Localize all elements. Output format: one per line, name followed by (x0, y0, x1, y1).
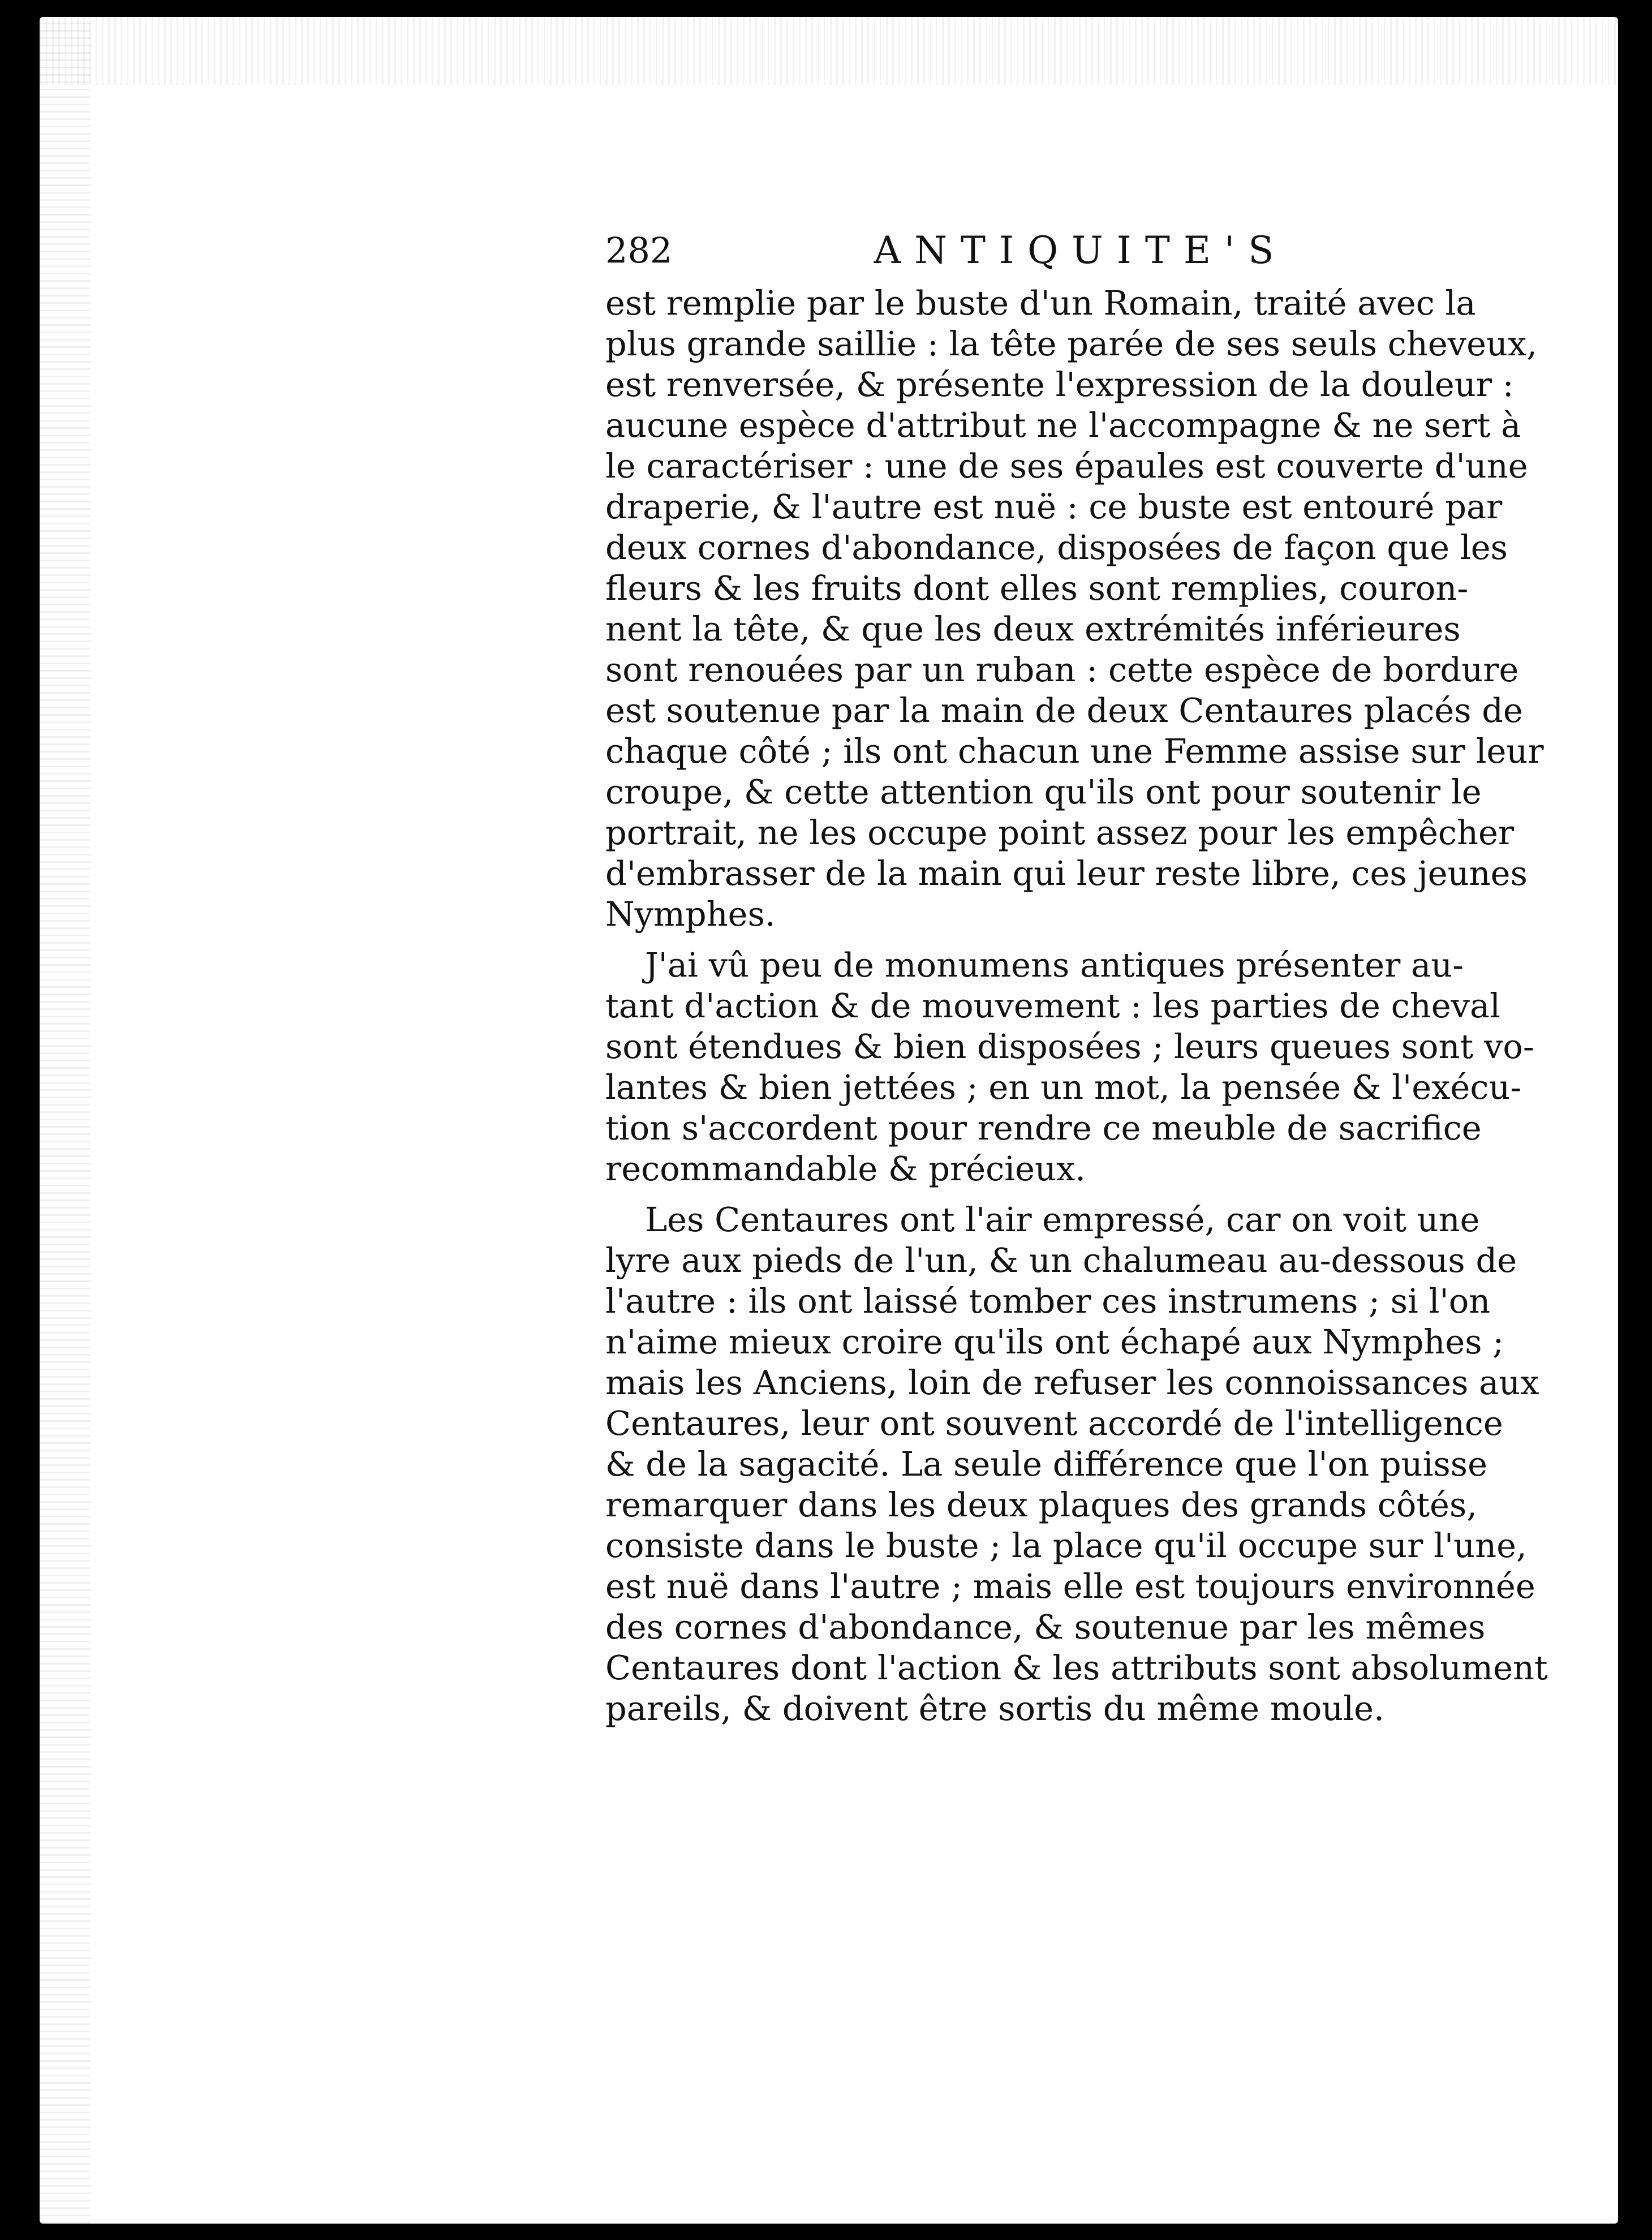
text-block (605, 218, 1548, 1729)
page-number: 282 (605, 230, 673, 271)
text-line: des cornes d'abondance, & soutenue par les mêmes (605, 1607, 1486, 1646)
scan-noise-left (40, 17, 91, 2224)
text-line: le caractériser : une de ses épaules est couverte d'une (605, 446, 1528, 485)
text-line: l'autre : ils ont laissé tomber ces instrumens ; si l'on (605, 1282, 1491, 1321)
paragraph-gap (605, 935, 1533, 945)
text-line: aucune espèce d'attribut ne l'accompagne & ne sert à (605, 406, 1521, 445)
text-line: tion s'accordent pour rendre ce meuble de sacrifice (605, 1108, 1482, 1147)
text-line: plus grande saillie : la tête parée de ses seuls cheveux, (605, 324, 1538, 363)
text-line: Centaures dont l'action & les attributs sont absolument (605, 1648, 1548, 1687)
paragraph-2 (605, 945, 1533, 1189)
text-line: sont renouées par un ruban : cette espèce de bordure (605, 650, 1519, 689)
text-line: d'embrasser de la main qui leur reste libre, ces jeunes (605, 854, 1528, 893)
running-head (605, 218, 1533, 283)
text-line: croupe, & cette attention qu'ils ont pour soutenir le (605, 772, 1482, 811)
book-page (40, 17, 1618, 2224)
text-line: deux cornes d'abondance, disposées de façon que les (605, 528, 1508, 567)
text-line: lantes & bien jettées ; en un mot, la pensée & l'exécu- (605, 1068, 1522, 1107)
paragraph-1 (605, 283, 1544, 935)
text-line: draperie, & l'autre est nuë : ce buste est entouré par (605, 487, 1503, 526)
paragraph-3 (605, 1199, 1548, 1729)
text-line: portrait, ne les occupe point assez pour les empêcher (605, 813, 1515, 852)
text-line: est remplie par le buste d'un Romain, traité avec la (605, 283, 1476, 323)
text-line: fleurs & les fruits dont elles sont remplies, couron- (605, 569, 1469, 608)
text-line: Centaures, leur ont souvent accordé de l'intelligence (605, 1404, 1503, 1443)
paragraph-gap (605, 1189, 1533, 1199)
text-line: recommandable & précieux. (605, 1149, 1086, 1188)
text-line: n'aime mieux croire qu'ils ont échapé aux Nymphes ; (605, 1322, 1504, 1361)
text-line: remarquer dans les deux plaques des grands côtés, (605, 1485, 1478, 1524)
scan-noise-top (40, 17, 1618, 85)
text-line: pareils, & doivent être sortis du même moule. (605, 1689, 1384, 1728)
text-line: tant d'action & de mouvement : les parties de cheval (605, 986, 1501, 1025)
text-line: & de la sagacité. La seule différence que l'on puisse (605, 1444, 1488, 1484)
text-line: J'ai vû peu de monumens antiques présenter au- (645, 945, 1464, 984)
text-line: sont étendues & bien disposées ; leurs queues sont vo- (605, 1027, 1534, 1066)
text-line: nent la tête, & que les deux extrémités inférieures (605, 609, 1461, 648)
text-line: chaque côté ; ils ont chacun une Femme assise sur leur (605, 732, 1544, 771)
running-head-title: ANTIQUITE'S (874, 229, 1288, 272)
text-line: Nymphes. (605, 895, 776, 934)
text-line: mais les Anciens, loin de refuser les connoissances aux (605, 1363, 1539, 1402)
text-line: consiste dans le buste ; la place qu'il occupe sur l'une, (605, 1526, 1527, 1565)
text-line: est nuë dans l'autre ; mais elle est toujours environnée (605, 1567, 1535, 1606)
text-line: lyre aux pieds de l'un, & un chalumeau au-dessous de (605, 1241, 1517, 1280)
text-line: est renversée, & présente l'expression de la douleur : (605, 365, 1514, 404)
text-line: Les Centaures ont l'air empressé, car on voit une (645, 1200, 1480, 1239)
text-line: est soutenue par la main de deux Centaures placés de (605, 691, 1523, 730)
